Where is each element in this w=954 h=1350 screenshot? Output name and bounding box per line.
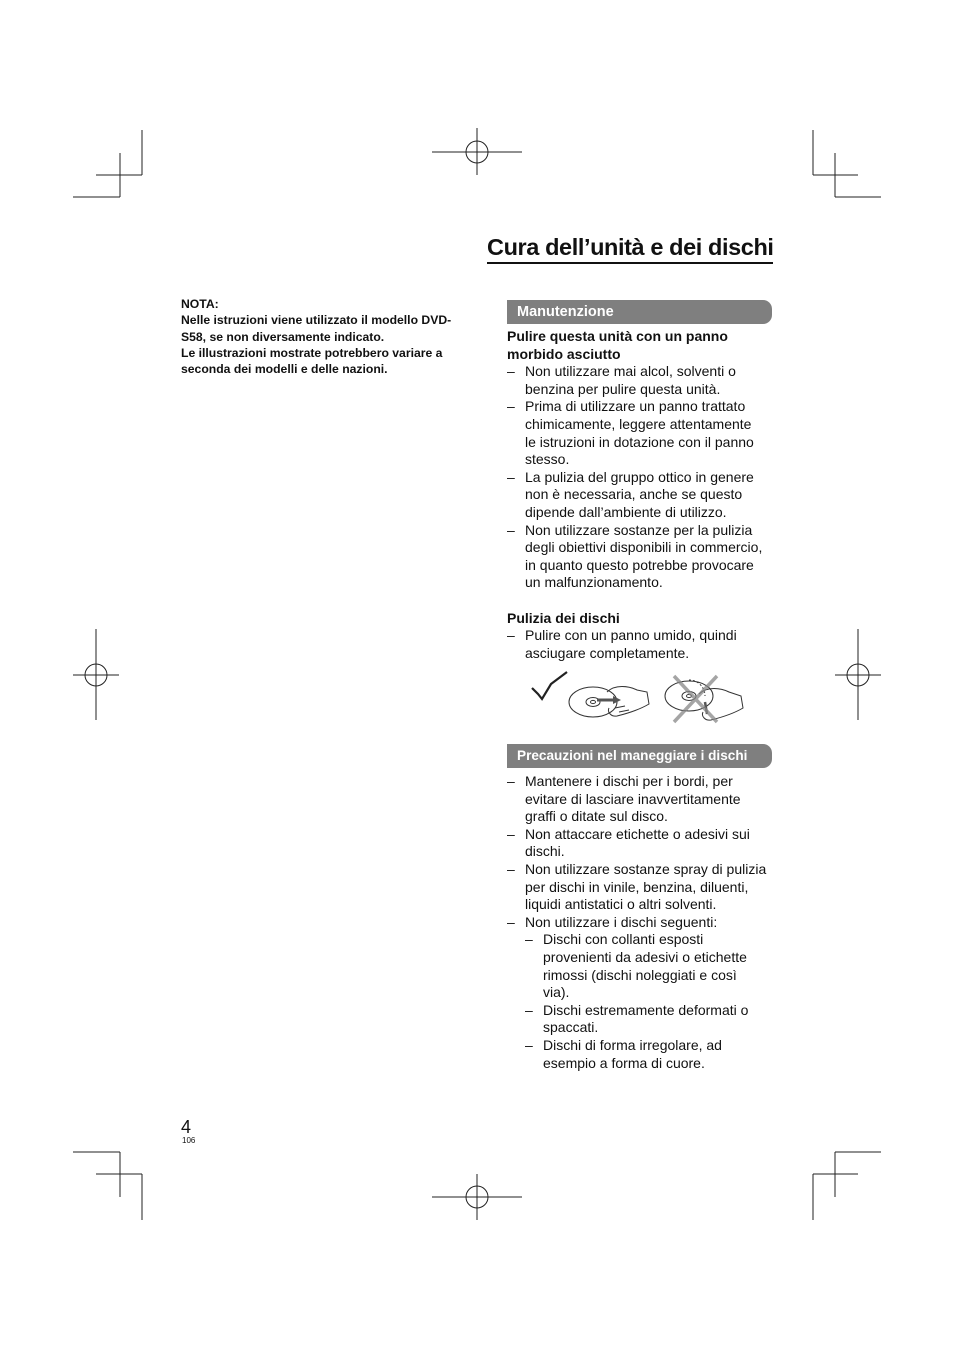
list-item: – Non utilizzare sostanze per la pulizia degli obiettivi disponibili in commercio, in quanto questo potrebbe provocare un malfunzionamento.	[507, 522, 777, 592]
sub-list-item: – Dischi estremamente deformati o spaccati.	[525, 1002, 777, 1037]
crop-mark-bottom-left	[73, 1152, 142, 1220]
note-line: S58, se non diversamente indicato.	[181, 329, 385, 344]
page-title: Cura dell’unità e dei dischi	[487, 233, 773, 264]
list-item: – Pulire con un panno umido, quindi asciugare completamente.	[507, 627, 777, 662]
disc-correct	[569, 687, 621, 717]
section-heading-manutenzione: Manutenzione	[507, 300, 772, 324]
sub-list-item: – Dischi di forma irregolare, ad esempio a forma di cuore.	[525, 1037, 777, 1072]
subheading-disc-cleaning: Pulizia dei dischi	[507, 609, 620, 626]
registration-mark-right	[835, 629, 881, 720]
subheading-line: Pulire questa unità con un panno	[507, 328, 728, 344]
note-line: seconda dei modelli e delle nazioni.	[181, 362, 388, 377]
cross-icon	[674, 676, 717, 722]
note-line: Nelle istruzioni viene utilizzato il modello DVD-	[181, 313, 452, 328]
list-item: – Prima di utilizzare un panno trattato chimicamente, leggere attentamente le istruzioni in dotazione con il panno stesso.	[507, 398, 777, 468]
precauzioni-content	[507, 773, 777, 1072]
page-number-small: 106	[182, 1136, 196, 1145]
crop-mark-top-right	[813, 130, 881, 197]
registration-mark-left	[73, 629, 119, 720]
list-item: – Mantenere i dischi per i bordi, per evitare di lasciare inavvertitamente graffi o ditate sul disco.	[507, 773, 777, 826]
page-number: 4	[181, 1117, 192, 1137]
manutenzione-content	[507, 328, 777, 662]
note-label: NOTA:	[181, 297, 219, 311]
list-item: – Non utilizzare i dischi seguenti:	[507, 914, 777, 932]
subheading-cleaning-unit	[507, 328, 777, 363]
note-block	[181, 296, 471, 377]
sub-list-item: – Dischi con collanti esposti provenienti da adesivi o etichette rimossi (dischi noleggiati e così via).	[525, 931, 777, 1001]
checkmark-icon	[532, 672, 567, 699]
list-item: – La pulizia del gruppo ottico in genere non è necessaria, anche se questo dipende dall’ambiente di utilizzo.	[507, 469, 777, 522]
list-item: – Non attaccare etichette o adesivi sui dischi.	[507, 826, 777, 861]
subheading-line: morbido asciutto	[507, 345, 621, 362]
list-item: – Non utilizzare sostanze spray di pulizia per dischi in vinile, benzina, diluenti, liquidi antistatici o altri solventi.	[507, 861, 777, 914]
registration-mark-bottom	[432, 1174, 522, 1220]
crop-mark-top-left	[73, 130, 142, 197]
section-heading-precauzioni: Precauzioni nel maneggiare i dischi	[507, 744, 772, 768]
disc-cleaning-illustration	[529, 670, 749, 726]
registration-mark-top	[432, 128, 522, 175]
crop-mark-bottom-right	[813, 1152, 881, 1220]
note-line: Le illustrazioni mostrate potrebbero variare a	[181, 345, 443, 360]
list-item: – Non utilizzare mai alcol, solventi o benzina per pulire questa unità.	[507, 363, 777, 398]
